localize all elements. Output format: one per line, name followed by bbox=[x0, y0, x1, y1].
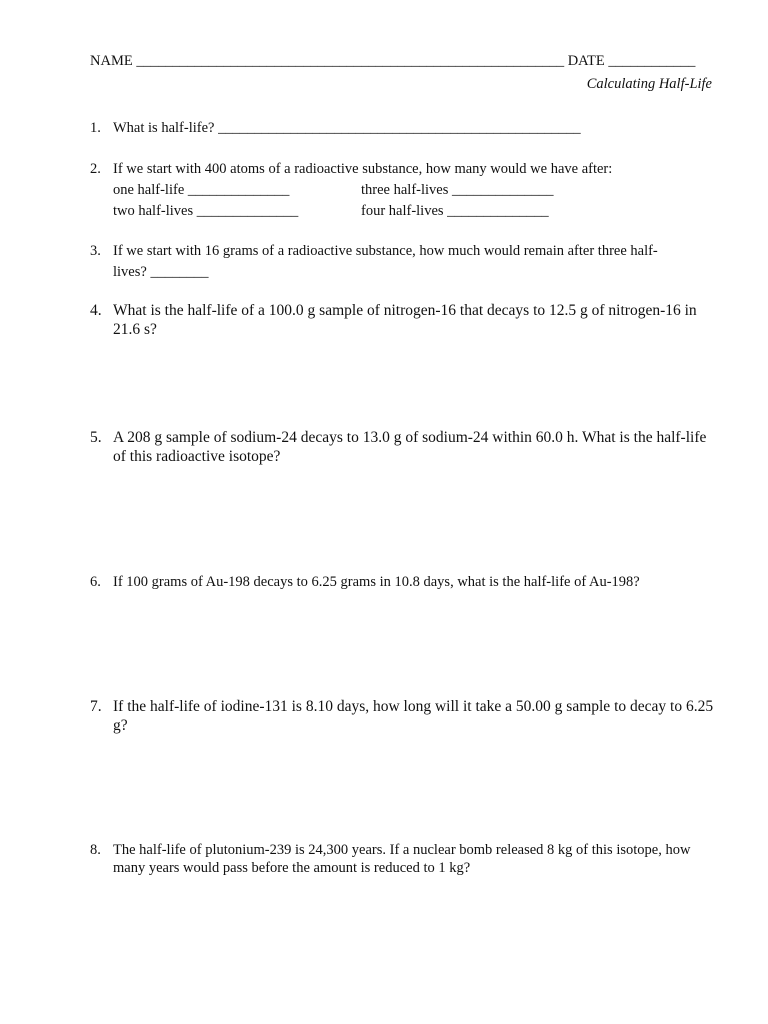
question-number: 7. bbox=[90, 698, 102, 715]
question-text: A 208 g sample of sodium-24 decays to 13.0 g of sodium-24 within 60.0 h. What is the half-life of this radioactive isotope? bbox=[113, 429, 707, 465]
question-text: If the half-life of iodine-131 is 8.10 days, how long will it take a 50.00 g sample to decay to 6.25 g? bbox=[113, 698, 714, 734]
question-text-line-1: If we start with 16 grams of a radioactive substance, how much would remain after three half- bbox=[113, 243, 658, 259]
question-text: What is half-life? __________________________________________________ bbox=[113, 120, 581, 136]
name-date-line: NAME ___________________________________________________________ DATE ____________ bbox=[90, 53, 696, 69]
question-number: 8. bbox=[90, 842, 101, 858]
answer-two-half-lives: two half-lives ______________ bbox=[113, 203, 299, 219]
question-number: 5. bbox=[90, 429, 102, 446]
worksheet-title: Calculating Half-Life bbox=[586, 76, 712, 92]
answer-four-half-lives: four half-lives ______________ bbox=[361, 203, 549, 219]
question-text: What is the half-life of a 100.0 g sample of nitrogen-16 that decays to 12.5 g of nitrogen-16 in 21.6 s? bbox=[113, 302, 697, 338]
question-number: 6. bbox=[90, 574, 101, 590]
question-text-line-2: lives? ________ bbox=[113, 264, 209, 280]
question-number: 2. bbox=[90, 161, 101, 177]
question-text: If we start with 400 atoms of a radioactive substance, how many would we have after: bbox=[113, 161, 613, 177]
question-text: If 100 grams of Au-198 decays to 6.25 grams in 10.8 days, what is the half-life of Au-198? bbox=[113, 574, 640, 590]
answer-one-half-life: one half-life ______________ bbox=[113, 182, 290, 198]
question-text: The half-life of plutonium-239 is 24,300 years. If a nuclear bomb released 8 kg of this isotope, how many years would pass before the amount is reduced to 1 kg? bbox=[113, 842, 691, 876]
question-number: 3. bbox=[90, 243, 101, 259]
question-number: 1. bbox=[90, 120, 101, 136]
answer-three-half-lives: three half-lives ______________ bbox=[361, 182, 554, 198]
question-number: 4. bbox=[90, 302, 102, 319]
